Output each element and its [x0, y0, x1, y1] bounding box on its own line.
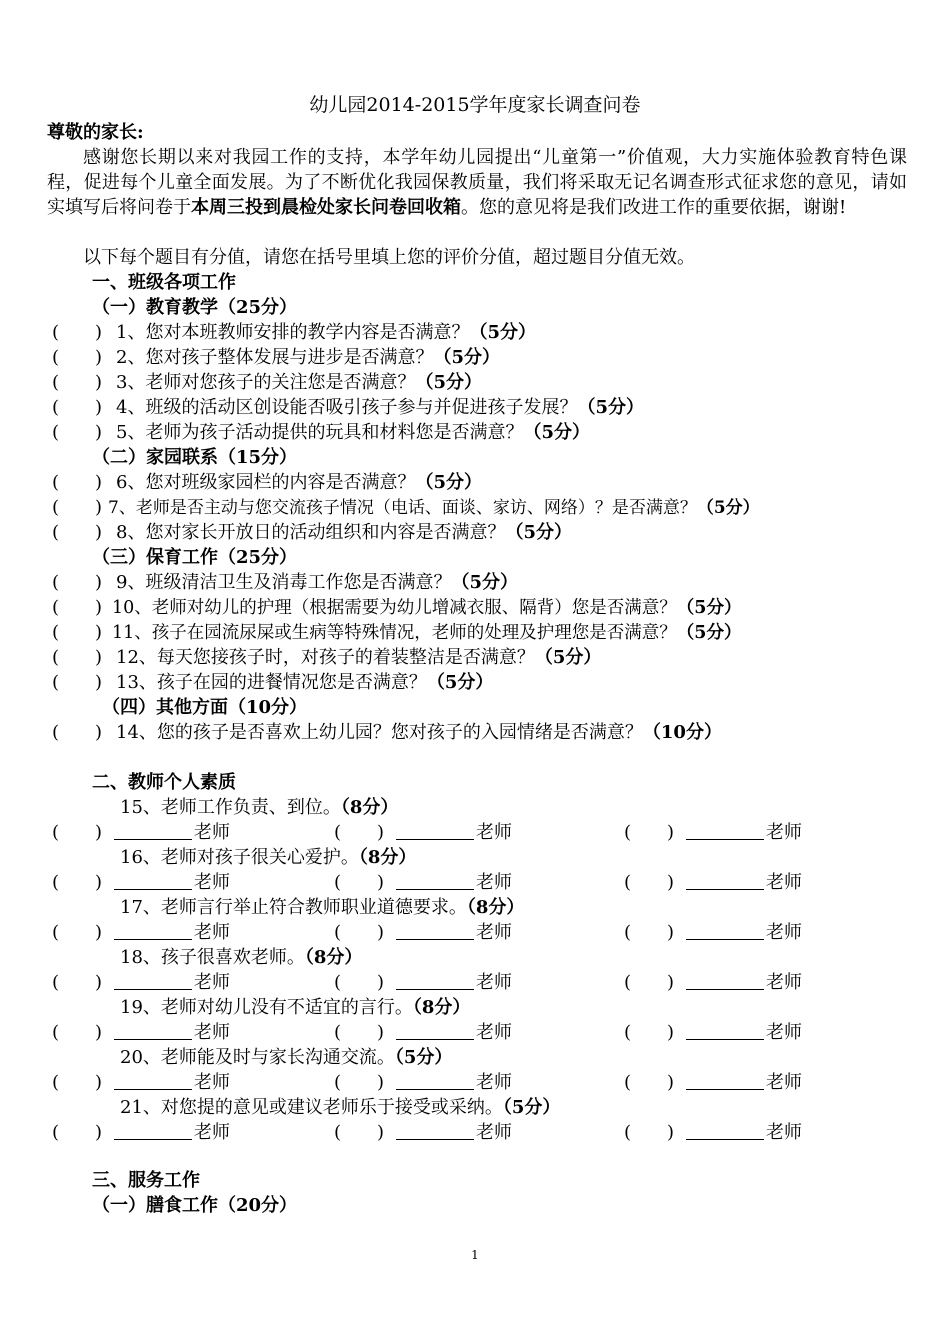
score-blank[interactable]: ( ) [334, 822, 385, 843]
teacher-name-blank[interactable] [396, 1071, 474, 1090]
teacher-question: 21、对您提的意见或建议老师乐于接受或采纳。（5分） [120, 1097, 561, 1118]
score-blank[interactable]: ( ) [52, 972, 103, 993]
score-blank[interactable]: ( ) [334, 872, 385, 893]
teacher-question: 17、老师言行举止符合教师职业道德要求。（8分） [120, 897, 525, 918]
score-blank[interactable]: ( ) [334, 922, 385, 943]
score-blank[interactable]: ( ) [52, 622, 103, 643]
question-row: ( ) 6、您对班级家园栏的内容是否满意？（5分） [52, 472, 482, 493]
score-blank[interactable]: ( ) [52, 522, 103, 543]
section-1-2-heading: （二）家园联系（15分） [92, 447, 298, 468]
score-blank[interactable]: ( ) [52, 822, 103, 843]
instruction-paragraph: 以下每个题目有分值，请您在括号里填上您的评价分值，超过题目分值无效。 [83, 247, 695, 268]
question-row: ( ) 9、班级清洁卫生及消毒工作您是否满意？（5分） [52, 572, 518, 593]
score-blank[interactable]: ( ) [624, 1022, 675, 1043]
score-blank[interactable]: ( ) [52, 647, 103, 668]
score-blank[interactable]: ( ) [52, 1022, 103, 1043]
teacher-question: 20、老师能及时与家长沟通交流。（5分） [120, 1047, 453, 1068]
teacher-name-blank[interactable] [114, 1021, 192, 1040]
section-1-heading: 一、班级各项工作 [92, 272, 236, 293]
teacher-name-blank[interactable] [396, 871, 474, 890]
question-row: ( ) 5、老师为孩子活动提供的玩具和材料您是否满意？（5分） [52, 422, 590, 443]
section-1-4-heading: （四）其他方面（10分） [102, 697, 308, 718]
intro-text-a: 感谢您长期以来对我园工作的支持，本学年幼儿园提出“儿童第一”价值观，大力实施体验教育特色课程，促进每个儿童全面发展。为了不断优化我园保教质量，我们将采取无记名调查形式征求您的意见，请如实填写后将问卷于 [47, 147, 907, 218]
score-blank[interactable]: ( ) [52, 572, 103, 593]
score-blank[interactable]: ( ) [52, 497, 103, 518]
question-row: ( ) 13、孩子在园的进餐情况您是否满意？（5分） [52, 672, 494, 693]
section-1-1-heading: （一）教育教学（25分） [92, 297, 298, 318]
teacher-name-blank[interactable] [686, 1071, 764, 1090]
score-blank[interactable]: ( ) [52, 872, 103, 893]
section-1-3-heading: （三）保育工作（25分） [92, 547, 298, 568]
teacher-name-blank[interactable] [686, 971, 764, 990]
score-blank[interactable]: ( ) [334, 1122, 385, 1143]
teacher-rating-row: ( ) 老师 ( ) 老师 ( ) 老师 [52, 1122, 803, 1143]
teacher-name-blank[interactable] [114, 821, 192, 840]
question-row: ( ) 8、您对家长开放日的活动组织和内容是否满意？（5分） [52, 522, 572, 543]
teacher-name-blank[interactable] [114, 971, 192, 990]
section-3-1-heading: （一）膳食工作（20分） [92, 1195, 298, 1216]
greeting: 尊敬的家长: [47, 122, 144, 143]
score-blank[interactable]: ( ) [52, 722, 103, 743]
teacher-name-blank[interactable] [686, 871, 764, 890]
score-blank[interactable]: ( ) [624, 1072, 675, 1093]
score-blank[interactable]: ( ) [52, 322, 103, 343]
teacher-name-blank[interactable] [686, 1021, 764, 1040]
teacher-name-blank[interactable] [114, 1071, 192, 1090]
score-blank[interactable]: ( ) [624, 872, 675, 893]
teacher-name-blank[interactable] [686, 821, 764, 840]
question-row: ( ) 1、您对本班教师安排的教学内容是否满意？（5分） [52, 322, 536, 343]
question-row: ( ) 3、老师对您孩子的关注您是否满意？（5分） [52, 372, 482, 393]
score-blank[interactable]: ( ) [52, 1122, 103, 1143]
intro-paragraph [47, 145, 907, 220]
score-blank[interactable]: ( ) [624, 972, 675, 993]
score-blank[interactable]: ( ) [624, 922, 675, 943]
score-blank[interactable]: ( ) [624, 1122, 675, 1143]
score-blank[interactable]: ( ) [52, 922, 103, 943]
teacher-name-blank[interactable] [396, 821, 474, 840]
teacher-name-blank[interactable] [686, 921, 764, 940]
question-row: ( ) 7、老师是否主动与您交流孩子情况（电话、面谈、家访、网络）？是否满意？（5分） [52, 497, 760, 518]
question-row: ( ) 2、您对孩子整体发展与进步是否满意？（5分） [52, 347, 500, 368]
teacher-rating-row: ( ) 老师 ( ) 老师 ( ) 老师 [52, 972, 803, 993]
question-row: ( ) 14、您的孩子是否喜欢上幼儿园？您对孩子的入园情绪是否满意？（10分） [52, 722, 722, 743]
document-title: 幼儿园2014-2015学年度家长调查问卷 [309, 94, 641, 116]
score-blank[interactable]: ( ) [334, 972, 385, 993]
teacher-name-blank[interactable] [114, 871, 192, 890]
teacher-question: 16、老师对孩子很关心爱护。（8分） [120, 847, 417, 868]
teacher-rating-row: ( ) 老师 ( ) 老师 ( ) 老师 [52, 922, 803, 943]
teacher-name-blank[interactable] [114, 1121, 192, 1140]
score-blank[interactable]: ( ) [52, 472, 103, 493]
score-blank[interactable]: ( ) [52, 397, 103, 418]
teacher-name-blank[interactable] [686, 1121, 764, 1140]
score-blank[interactable]: ( ) [52, 672, 103, 693]
score-blank[interactable]: ( ) [334, 1022, 385, 1043]
score-blank[interactable]: ( ) [52, 1072, 103, 1093]
teacher-name-blank[interactable] [396, 971, 474, 990]
score-blank[interactable]: ( ) [52, 372, 103, 393]
score-blank[interactable]: ( ) [52, 422, 103, 443]
teacher-name-blank[interactable] [114, 921, 192, 940]
question-row: ( ) 4、班级的活动区创设能否吸引孩子参与并促进孩子发展？（5分） [52, 397, 644, 418]
question-row: ( ) 11、孩子在园流尿屎或生病等特殊情况，老师的处理及护理您是否满意？（5分） [52, 622, 742, 643]
teacher-question: 15、老师工作负责、到位。（8分） [120, 797, 399, 818]
teacher-question: 19、老师对幼儿没有不适宜的言行。（8分） [120, 997, 471, 1018]
teacher-name-blank[interactable] [396, 1021, 474, 1040]
section-3-heading: 三、服务工作 [92, 1170, 200, 1191]
teacher-rating-row: ( ) 老师 ( ) 老师 ( ) 老师 [52, 1022, 803, 1043]
teacher-name-blank[interactable] [396, 1121, 474, 1140]
intro-text-bold: 本周三投到晨检处家长问卷回收箱 [191, 197, 461, 218]
teacher-rating-row: ( ) 老师 ( ) 老师 ( ) 老师 [52, 872, 803, 893]
teacher-name-blank[interactable] [396, 921, 474, 940]
teacher-rating-row: ( ) 老师 ( ) 老师 ( ) 老师 [52, 822, 803, 843]
score-blank[interactable]: ( ) [624, 822, 675, 843]
teacher-rating-row: ( ) 老师 ( ) 老师 ( ) 老师 [52, 1072, 803, 1093]
score-blank[interactable]: ( ) [334, 1072, 385, 1093]
section-2-heading: 二、教师个人素质 [92, 772, 236, 793]
intro-text-b: 。您的意见将是我们改进工作的重要依据，谢谢! [461, 197, 847, 218]
score-blank[interactable]: ( ) [52, 347, 103, 368]
question-row: ( ) 12、每天您接孩子时，对孩子的着装整洁是否满意？（5分） [52, 647, 602, 668]
question-row: ( ) 10、老师对幼儿的护理（根据需要为幼儿增减衣服、隔背）您是否满意？（5分） [52, 597, 742, 618]
teacher-question: 18、孩子很喜欢老师。（8分） [120, 947, 363, 968]
score-blank[interactable]: ( ) [52, 597, 103, 618]
page-number: 1 [471, 1248, 479, 1262]
